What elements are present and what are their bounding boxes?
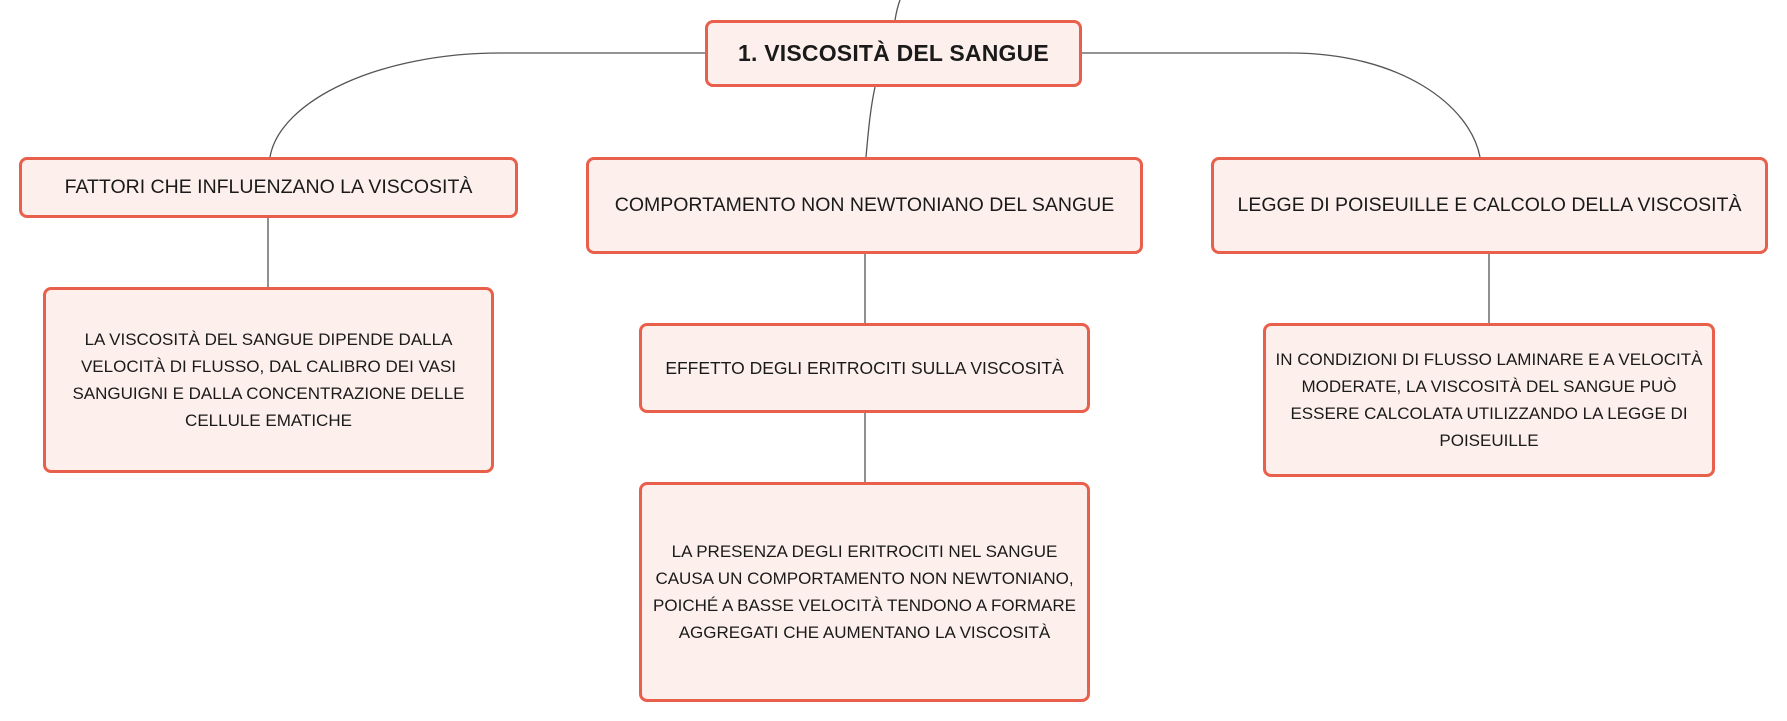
detail-node-text: IN CONDIZIONI DI FLUSSO LAMINARE E A VELOCITÀ MODERATE, LA VISCOSITÀ DEL SANGUE PUÒ ESSERE CALCOLATA UTILIZZANDO LA LEGGE DI POISEUILLE — [1275, 350, 1703, 450]
root-node[interactable] — [705, 20, 1082, 87]
topic-node-label: LEGGE DI POISEUILLE E CALCOLO DELLA VISCOSITÀ — [1237, 194, 1742, 216]
connector-root-right — [1080, 53, 1480, 157]
subtopic-node-label: EFFETTO DEGLI ERITROCITI SULLA VISCOSITÀ — [665, 357, 1064, 378]
detail-node-viscosity-factors[interactable] — [43, 287, 494, 473]
topic-node-label: COMPORTAMENTO NON NEWTONIANO DEL SANGUE — [614, 194, 1115, 216]
subtopic-node-erythrocytes[interactable] — [639, 323, 1090, 413]
connector-root-left — [270, 53, 705, 157]
topic-node-label: FATTORI CHE INFLUENZANO LA VISCOSITÀ — [64, 176, 473, 198]
detail-node-poiseuille[interactable] — [1263, 323, 1715, 477]
detail-node-text: LA PRESENZA DEGLI ERITROCITI NEL SANGUE CAUSA UN COMPORTAMENTO NON NEWTONIANO, POICHÉ A BASSE VELOCITÀ TENDONO A FORMARE AGGREGATI CHE AUMENTANO LA VISCOSITÀ — [653, 542, 1076, 642]
root-node-label: 1. VISCOSITÀ DEL SANGUE — [738, 40, 1049, 66]
topic-node-poiseuille[interactable] — [1211, 157, 1768, 254]
topic-node-non-newtonian[interactable] — [586, 157, 1143, 254]
detail-node-erythrocytes[interactable] — [639, 482, 1090, 702]
connector-root-center — [866, 87, 875, 157]
detail-node-text: LA VISCOSITÀ DEL SANGUE DIPENDE DALLA VELOCITÀ DI FLUSSO, DAL CALIBRO DEI VASI SANGUIGNI E DALLA CONCENTRAZIONE DELLE CELLULE EMATICHE — [72, 330, 465, 430]
topic-node-viscosity-factors[interactable] — [19, 157, 518, 218]
connector-root-parent — [895, 0, 900, 20]
